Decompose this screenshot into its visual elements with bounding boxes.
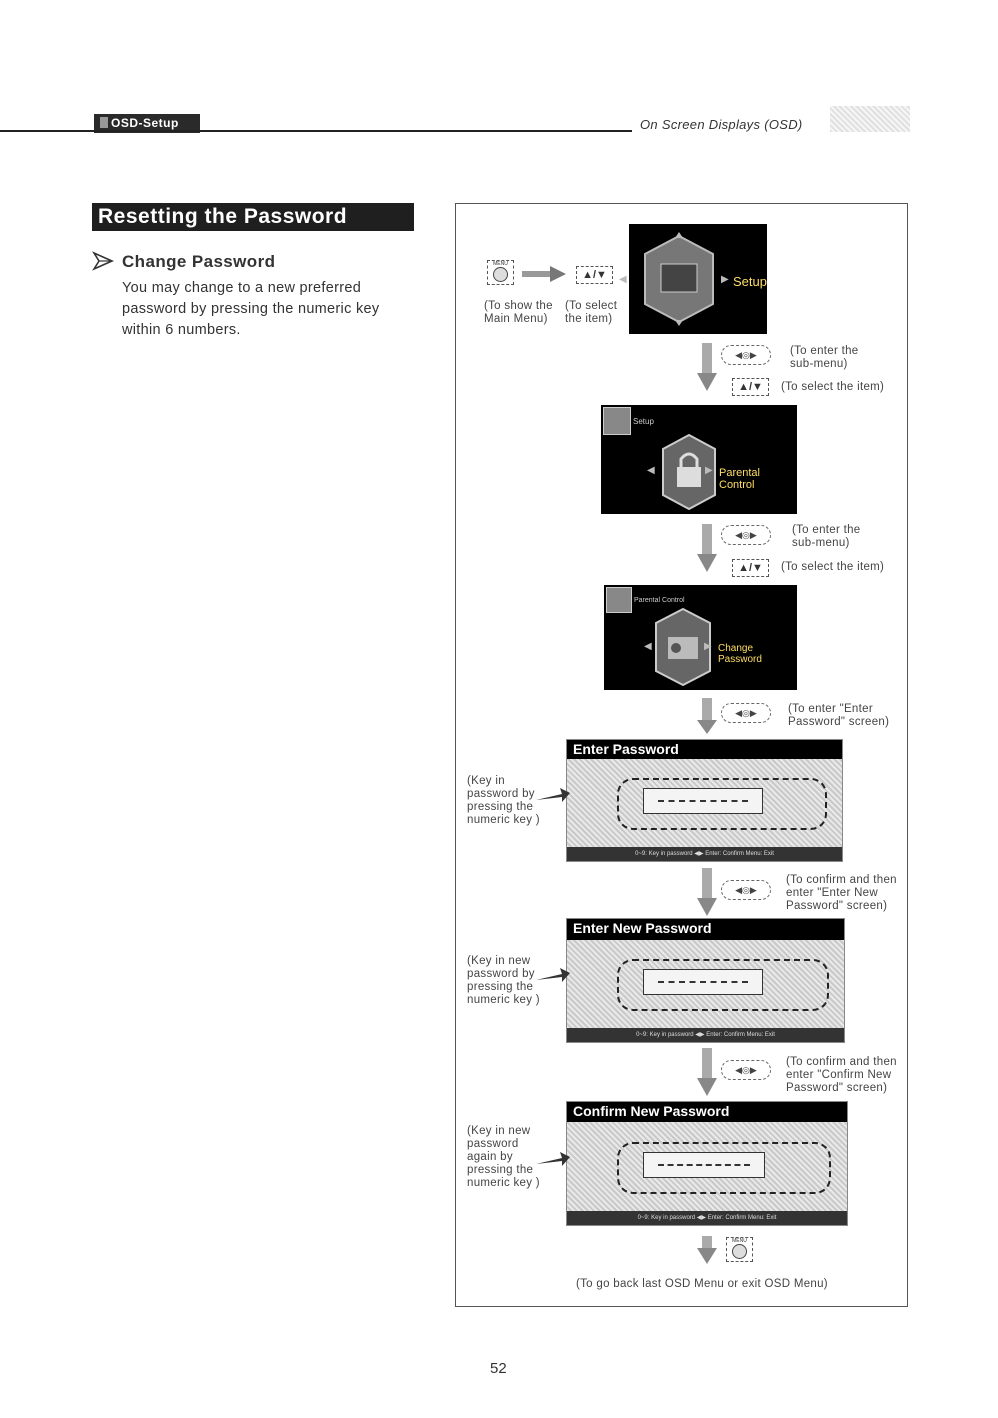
new-password-field[interactable] xyxy=(643,969,763,995)
confirm-new-password-screen xyxy=(566,1101,848,1226)
osd-parental-submenu-screen xyxy=(604,585,797,690)
menu-key-icon-2 xyxy=(726,1237,753,1262)
pointer-arrow-icon-1 xyxy=(536,788,570,804)
enter-password-screen xyxy=(566,739,843,862)
enter-new-password-footer: 0~9: Key in password ◀▶ Enter: Confirm Menu: Exit xyxy=(567,1028,844,1042)
pw1-caption: (Key in password by pressing the numeric key ) xyxy=(467,775,540,826)
up-down-key-icon: ▲/▼ xyxy=(576,266,613,284)
section-title: Resetting the Password xyxy=(92,203,414,231)
password-field[interactable] xyxy=(643,788,763,814)
enter-new-password-screen xyxy=(566,918,845,1043)
osd-right-arrow-icon: ▶ xyxy=(721,274,729,285)
page-number: 52 xyxy=(490,1360,507,1377)
pointer-arrow-icon-3 xyxy=(536,1152,570,1168)
enter-new-password-title: Enter New Password xyxy=(567,919,844,940)
body-paragraph: You may change to a new preferred password by pressing the numeric key within 6 numbers. xyxy=(122,280,380,338)
password-placeholder-dashes-2 xyxy=(658,981,748,983)
pointer-arrow-icon xyxy=(92,251,114,271)
osd3-left-arrow-icon: ◀ xyxy=(644,641,652,652)
nav-enter-key-icon: ◀◎▶ xyxy=(721,345,771,365)
nav-enter-key-icon-3: ◀◎▶ xyxy=(721,703,771,723)
osd-left-arrow-icon: ◀ xyxy=(619,274,627,285)
down-arrow-icon-6 xyxy=(697,1236,717,1284)
osd-setup-submenu-screen xyxy=(601,405,797,514)
section-tag-label: OSD-Setup xyxy=(111,116,179,130)
step2-select-caption: (To select the item) xyxy=(781,561,885,573)
step4-caption: (To confirm and then enter "Enter New Password" screen) xyxy=(786,874,897,912)
subsection-title: Change Password xyxy=(122,252,276,271)
down-arrow-icon-4 xyxy=(697,868,717,916)
step3-caption: (To enter "Enter Password" screen) xyxy=(788,703,890,728)
osd2-left-arrow-icon: ◀ xyxy=(647,465,655,476)
caption-select-item: (To select the item) xyxy=(565,300,618,325)
setup-small-icon xyxy=(603,407,631,435)
step2-enter-caption: (To enter the sub-menu) xyxy=(792,524,861,549)
menu-key-label: MENU xyxy=(493,261,508,267)
down-arrow-icon-5 xyxy=(697,1048,717,1096)
tag-marker-icon xyxy=(100,117,108,128)
header-decoration xyxy=(830,106,910,132)
down-arrow-icon xyxy=(697,343,717,391)
step5-caption: (To confirm and then enter "Confirm New Password" screen) xyxy=(786,1056,897,1094)
up-down-key-icon-2: ▲/▼ xyxy=(732,378,769,396)
setup-cube-icon xyxy=(639,232,719,326)
nav-enter-key-icon-2: ◀◎▶ xyxy=(721,525,771,545)
nav-enter-key-icon-4: ◀◎▶ xyxy=(721,880,771,900)
header-title: On Screen Displays (OSD) xyxy=(640,117,803,132)
enter-password-title: Enter Password xyxy=(567,740,842,759)
header-rule xyxy=(0,130,632,132)
osd2-label: Parental Control xyxy=(719,467,760,491)
pw3-caption: (Key in new password again by pressing the numeric key ) xyxy=(467,1125,540,1189)
menu-key-label-2: MENU xyxy=(732,1238,747,1244)
osd3-header: Parental Control xyxy=(634,597,685,604)
osd3-right-arrow-icon: ▶ xyxy=(704,641,712,652)
confirm-new-password-footer: 0~9: Key in password ◀▶ Enter: Confirm Menu: Exit xyxy=(567,1211,847,1225)
password-placeholder-dashes-3 xyxy=(658,1164,750,1166)
password-placeholder-dashes xyxy=(658,800,748,802)
step1-enter-caption: (To enter the sub-menu) xyxy=(790,345,859,370)
pw2-caption: (Key in new password by pressing the numeric key ) xyxy=(467,955,540,1006)
osd-main-menu-screen xyxy=(619,224,767,334)
step1-select-caption: (To select the item) xyxy=(781,381,885,393)
menu-key-icon xyxy=(487,260,514,285)
enter-password-footer: 0~9: Key in password ◀▶ Enter: Confirm Menu: Exit xyxy=(567,847,842,861)
parental-small-icon xyxy=(606,587,632,613)
osd3-label: Change Password xyxy=(718,643,762,665)
right-arrow-icon xyxy=(522,266,566,282)
final-caption: (To go back last OSD Menu or exit OSD Menu) xyxy=(576,1278,828,1290)
confirm-new-password-title: Confirm New Password xyxy=(567,1102,847,1122)
osd2-right-arrow-icon: ▶ xyxy=(705,465,713,476)
caption-show-main-menu: (To show the Main Menu) xyxy=(484,300,553,325)
osd-main-label: Setup xyxy=(733,274,767,289)
osd2-header: Setup xyxy=(633,417,654,426)
pointer-arrow-icon-2 xyxy=(536,968,570,984)
up-down-key-icon-3: ▲/▼ xyxy=(732,559,769,577)
confirm-password-field[interactable] xyxy=(643,1152,765,1178)
nav-enter-key-icon-5: ◀◎▶ xyxy=(721,1060,771,1080)
down-arrow-icon-2 xyxy=(697,524,717,572)
